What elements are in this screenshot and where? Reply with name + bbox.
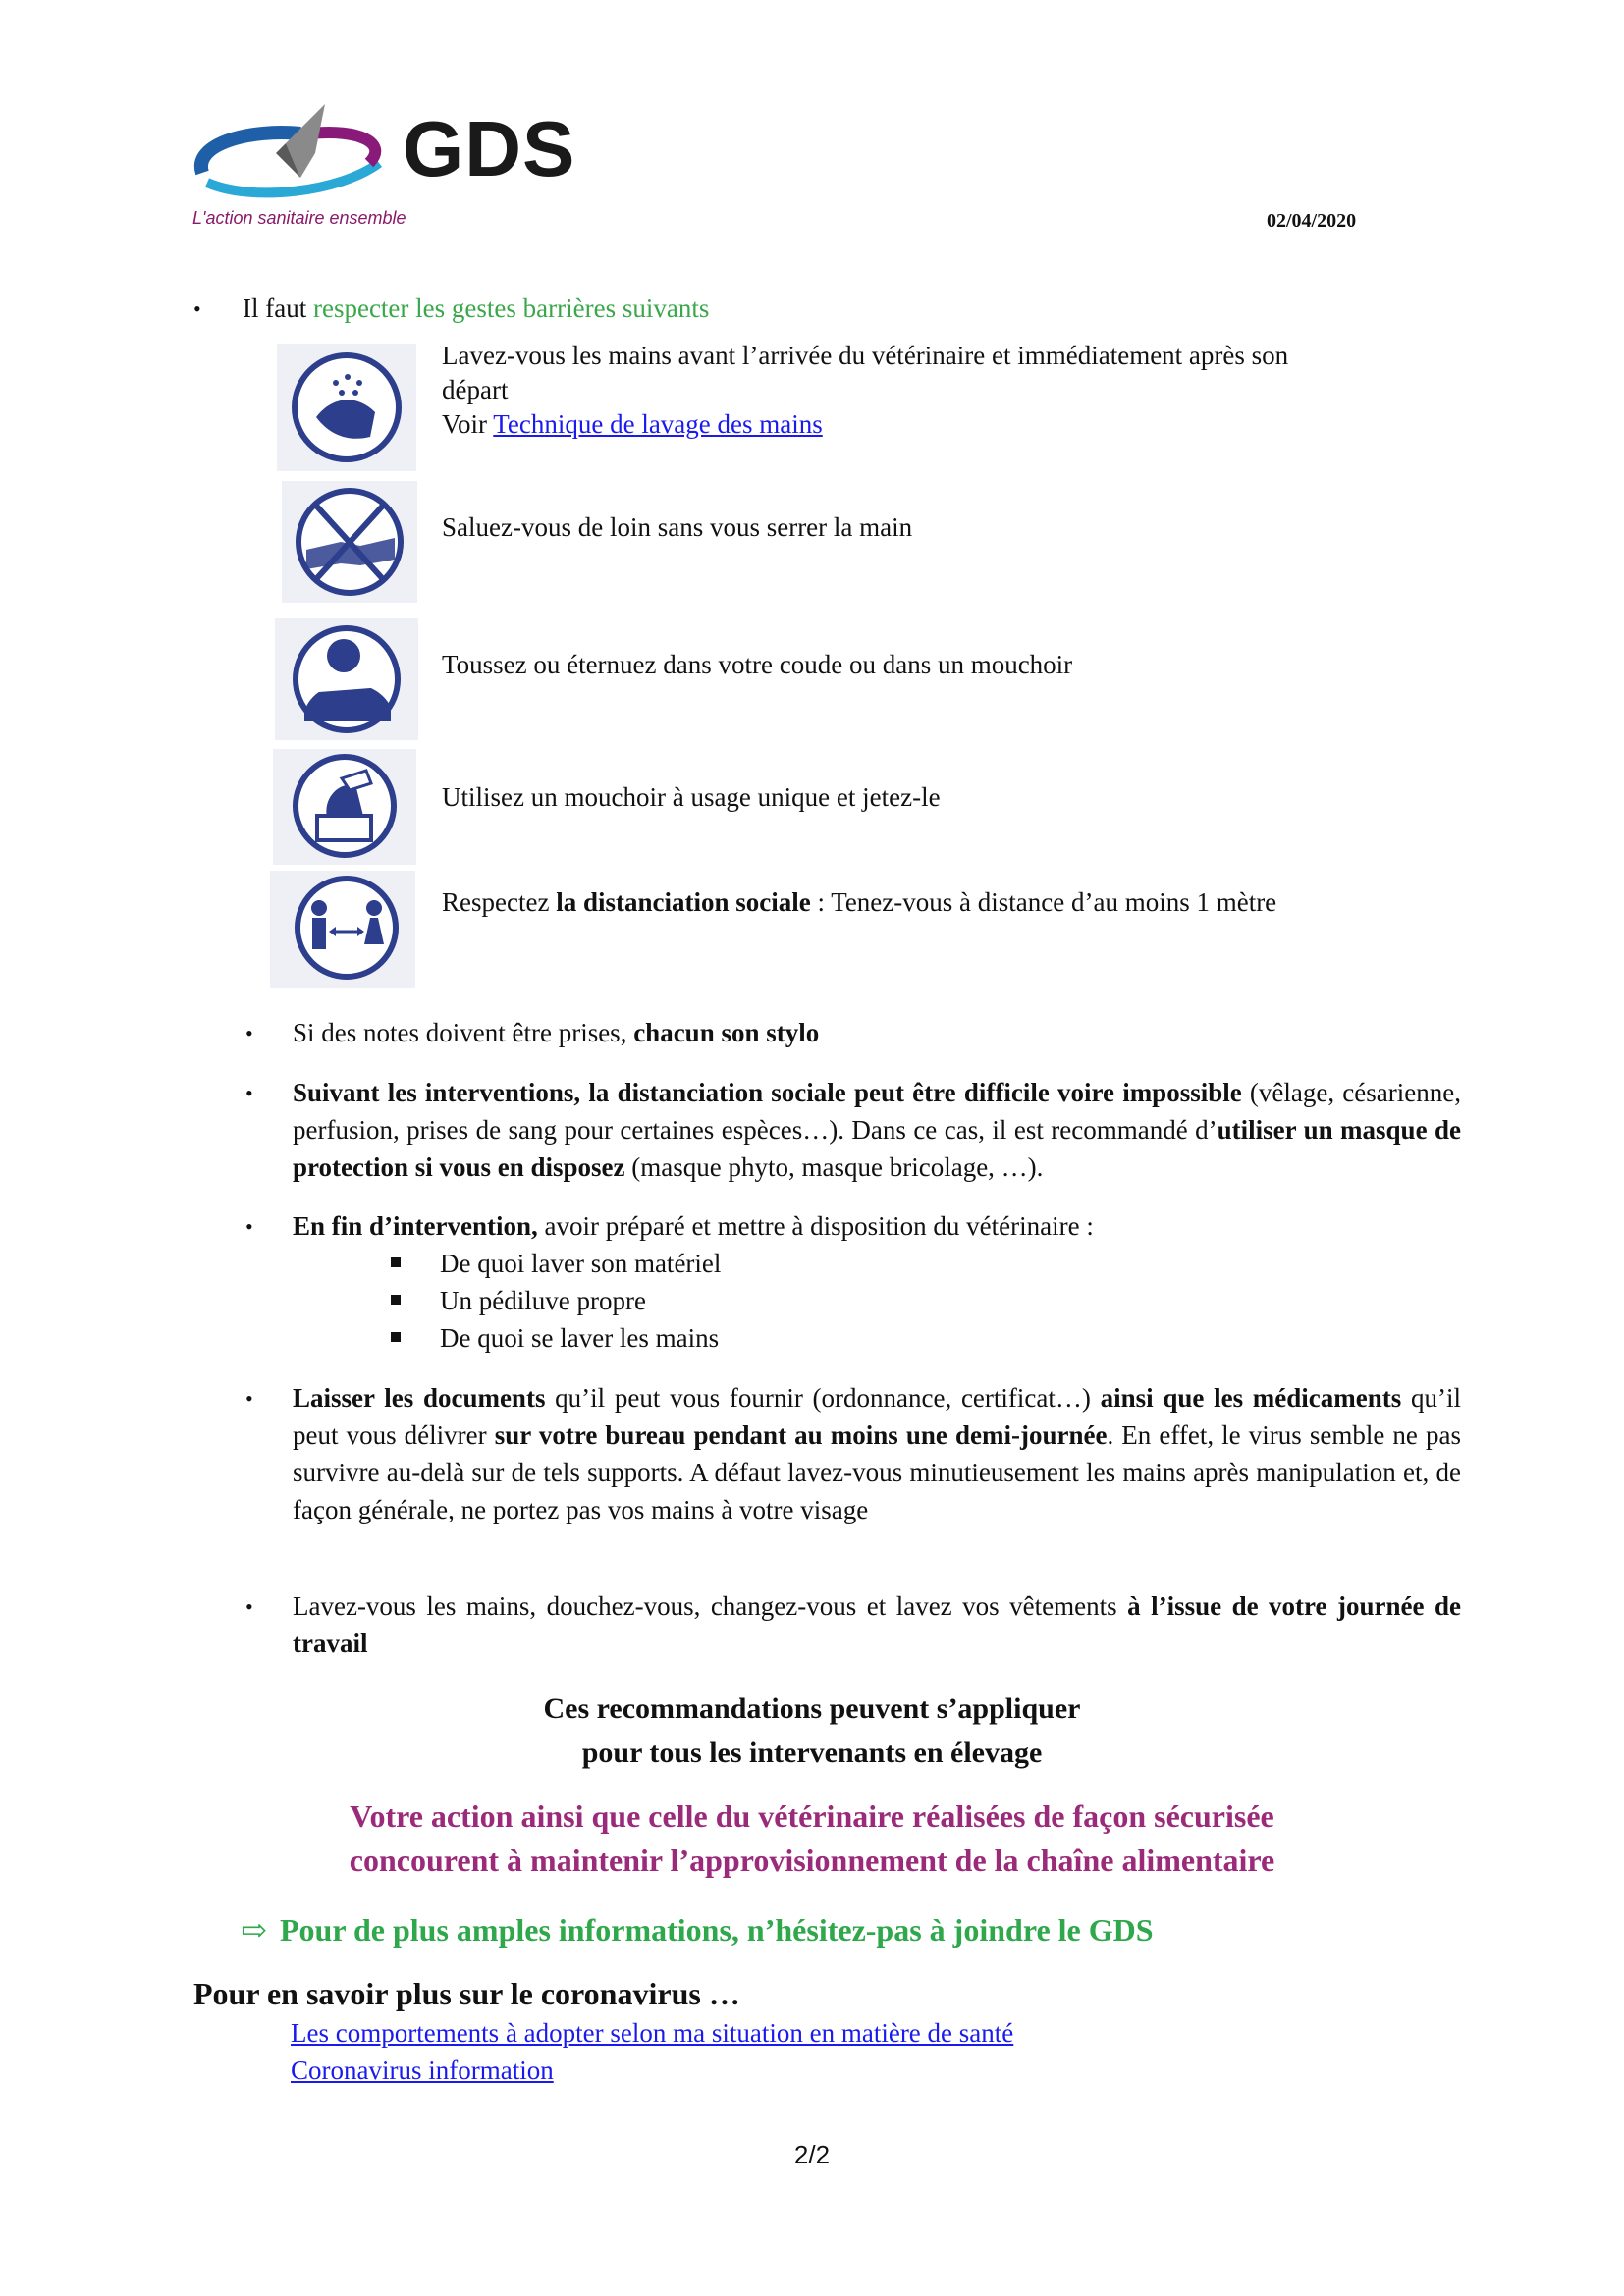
bullet-notes (293, 1014, 1461, 1051)
bullet-bold: à l’issue de votre journée de travail (293, 1591, 1461, 1658)
see-prefix: Voir (442, 409, 494, 439)
bullet-bold: sur votre bureau pendant au moins une demi-journée (494, 1420, 1108, 1450)
behaviour-advice-link[interactable]: Les comportements à adopter selon ma situation en matière de santé (291, 2018, 1014, 2048)
gesture-cough-text: Toussez ou éternuez dans votre coude ou dans un mouchoir (442, 650, 1073, 679)
bullet-end-intervention (293, 1207, 1461, 1245)
gesture-tissue-text: Utilisez un mouchoir à usage unique et jetez-le (442, 782, 941, 812)
sub-item: Un pédiluve propre (440, 1286, 646, 1315)
distance-bold: la distanciation sociale (556, 887, 811, 917)
distance-suffix: : Tenez-vous à distance d’au moins 1 mètre (810, 887, 1277, 917)
square-bullet (391, 1257, 401, 1267)
gds-logo (192, 94, 605, 241)
bullet-dot: • (245, 1386, 253, 1411)
no-handshake-icon (282, 481, 417, 603)
bullet-text: Lavez-vous les mains, douchez-vous, changez-vous et lavez vos vêtements (293, 1591, 1128, 1621)
tissue-icon (273, 749, 416, 865)
bullet-dot: • (193, 296, 201, 321)
intro-highlight: respecter les gestes barrières suivants (312, 294, 710, 323)
contact-line (241, 1909, 1154, 1950)
purple-line: concourent à maintenir l’approvisionnement de la chaîne alimentaire (349, 1842, 1275, 1878)
intro-prefix: Il faut (243, 294, 313, 323)
contact-text: Pour de plus amples informations, n’hésitez-pas à joindre le GDS (280, 1912, 1154, 1948)
closing-statement (0, 1686, 1624, 1775)
document-date: 02/04/2020 (1267, 210, 1357, 232)
bullet-bold: Suivant les interventions, la distanciation sociale peut être difficile voire impossible (293, 1078, 1242, 1107)
bullet-text: . En effet, le virus semble ne pas survivre au-delà sur de tels supports. A défaut lavez-vous minutieusement les mains après manipulation et, de façon générale, ne portez pas vos mains à votre visage (293, 1420, 1461, 1524)
social-distance-icon (270, 871, 415, 988)
closing-line: pour tous les intervenants en élevage (581, 1736, 1043, 1769)
bullet-dot: • (245, 1081, 253, 1105)
bullet-bold: chacun son stylo (633, 1018, 820, 1047)
gesture-distance-text (442, 885, 1424, 920)
hand-washing-icon (277, 344, 416, 471)
bullet-dot: • (245, 1594, 253, 1619)
gesture-see-line (442, 407, 1424, 442)
intro-line (243, 290, 709, 327)
gesture-text-line: Lavez-vous les mains avant l’arrivée du vétérinaire et immédiatement après son (442, 341, 1289, 370)
bullet-bold: Laisser les documents (293, 1383, 546, 1413)
square-bullet (391, 1332, 401, 1342)
bullet-bold: utiliser un masque de protection si vous en disposez (293, 1115, 1461, 1182)
purple-statement (0, 1794, 1624, 1883)
page-number: 2/2 (793, 2140, 831, 2169)
sub-item: De quoi se laver les mains (440, 1323, 720, 1353)
sub-item: De quoi laver son matériel (440, 1249, 722, 1278)
bullet-bold: ainsi que les médicaments (1100, 1383, 1402, 1413)
gds-logo-icon (192, 94, 399, 207)
arrow-right-icon: ⇨ (241, 1912, 267, 1948)
bullet-documents (293, 1379, 1461, 1528)
bullet-text: qu’il peut vous délivrer (293, 1383, 1461, 1450)
bullet-text: (masque phyto, masque bricolage, …). (624, 1152, 1044, 1182)
hand-washing-technique-link[interactable]: Technique de lavage des mains (493, 409, 823, 439)
bullet-dot: • (245, 1021, 253, 1045)
logo-name: GDS (403, 105, 576, 192)
closing-line: Ces recommandations peuvent s’appliquer (543, 1692, 1081, 1725)
logo-tagline: L'action sanitaire ensemble (192, 208, 406, 228)
cough-elbow-icon (275, 618, 418, 740)
more-info-links (291, 2014, 1013, 2089)
bullet-dot: • (245, 1214, 253, 1239)
bullet-text: Si des notes doivent être prises, (293, 1018, 634, 1047)
bullet-text: avoir préparé et mettre à disposition du vétérinaire : (537, 1211, 1094, 1241)
gesture-text-line: départ (442, 375, 509, 404)
distance-prefix: Respectez (442, 887, 557, 917)
purple-line: Votre action ainsi que celle du vétérinaire réalisées de façon sécurisée (350, 1798, 1274, 1834)
bullet-text: (vêlage, césarienne, perfusion, prises de sang pour certaines espèces…). Dans ce cas, il est recommandé d’ (293, 1078, 1461, 1145)
bullet-text: qu’il peut vous fournir (ordonnance, certificat…) (545, 1383, 1101, 1413)
bullet-distancing (293, 1074, 1461, 1186)
gesture-no-handshake-text: Saluez-vous de loin sans vous serrer la main (442, 512, 913, 542)
square-bullet (391, 1295, 401, 1305)
more-info-heading: Pour en savoir plus sur le coronavirus … (193, 1976, 740, 2011)
gesture-hand-washing-text (442, 339, 1424, 442)
bullet-end-of-day (293, 1587, 1461, 1662)
bullet-bold: En fin d’intervention, (293, 1211, 538, 1241)
coronavirus-information-link[interactable]: Coronavirus information (291, 2056, 554, 2085)
